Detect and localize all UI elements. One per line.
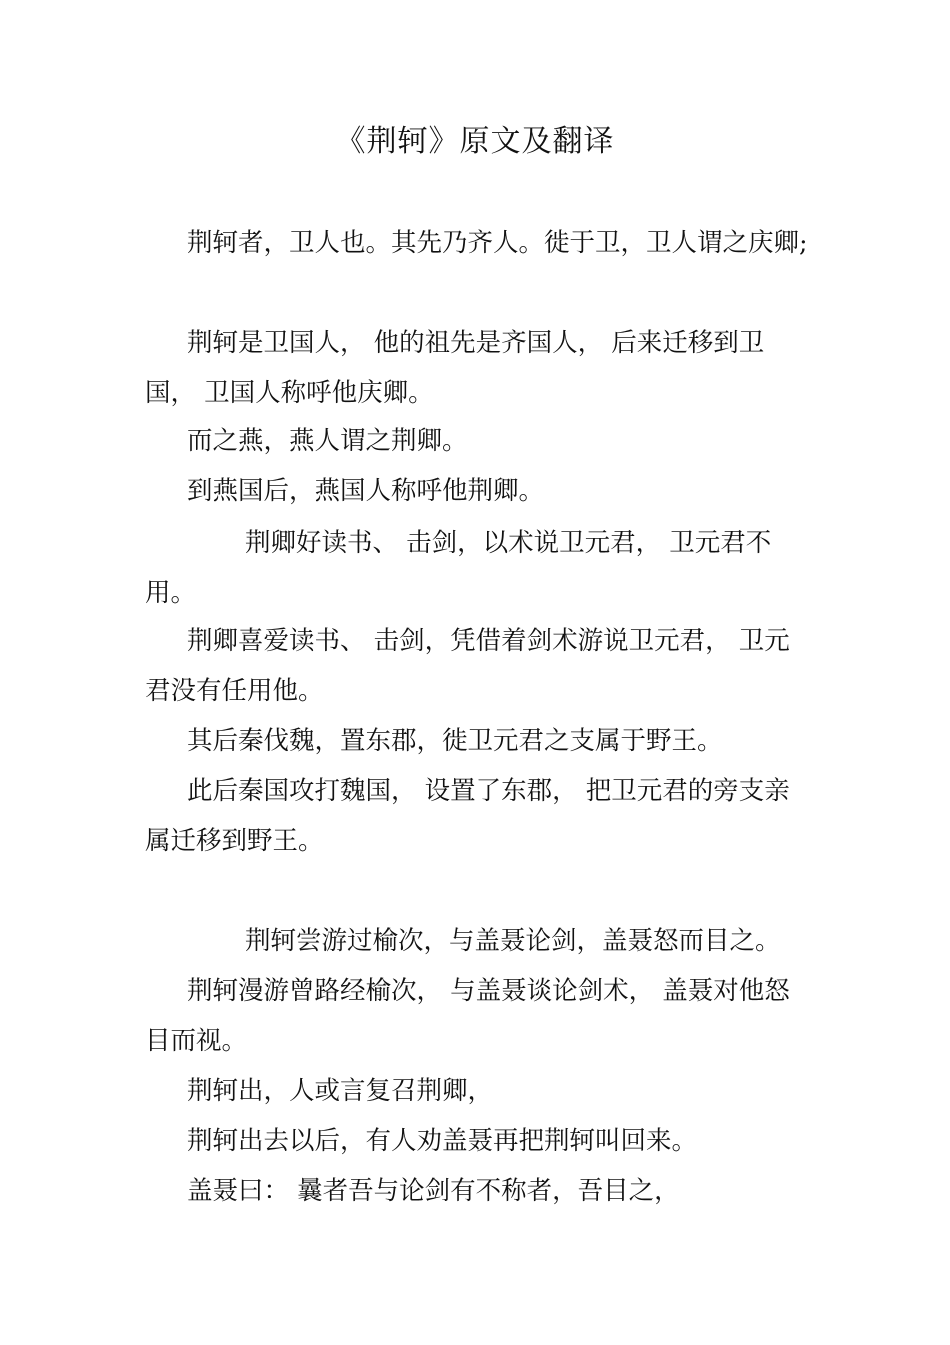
paragraph-original-4: 其后秦伐魏，置东郡，徙卫元君之支属于野王。 <box>187 726 723 756</box>
paragraph-original-6: 荆轲出，人或言复召荆卿， <box>187 1076 494 1106</box>
paragraph-original-3: 荆卿好读书、 击剑，以术说卫元君， 卫元君不用。 <box>145 528 772 608</box>
paragraph-original-1: 荆轲者，卫人也。其先乃齐人。徙于卫，卫人谓之庆卿; <box>187 228 808 258</box>
document-title: 《荆轲》原文及翻译 <box>335 124 615 159</box>
paragraph-translation-1: 荆轲是卫国人， 他的祖先是齐国人， 后来迁移到卫国， 卫国人称呼他庆卿。 <box>145 328 765 408</box>
paragraph-translation-3: 荆卿喜爱读书、 击剑，凭借着剑术游说卫元君， 卫元君没有任用他。 <box>145 626 790 706</box>
paragraph-original-2: 而之燕，燕人谓之荆卿。 <box>187 426 468 456</box>
paragraph-translation-4: 此后秦国攻打魏国， 设置了东郡， 把卫元君的旁支亲属迁移到野王。 <box>145 776 790 856</box>
paragraph-original-5: 荆轲尝游过榆次，与盖聂论剑，盖聂怒而目之。 <box>245 926 781 956</box>
paragraph-translation-2: 到燕国后，燕国人称呼他荆卿。 <box>187 476 545 506</box>
paragraph-original-7: 盖聂曰： 曩者吾与论剑有不称者，吾目之， <box>187 1176 680 1206</box>
paragraph-translation-6: 荆轲出去以后，有人劝盖聂再把荆轲叫回来。 <box>187 1126 698 1156</box>
paragraph-translation-5: 荆轲漫游曾路经榆次， 与盖聂谈论剑术， 盖聂对他怒目而视。 <box>145 976 790 1056</box>
